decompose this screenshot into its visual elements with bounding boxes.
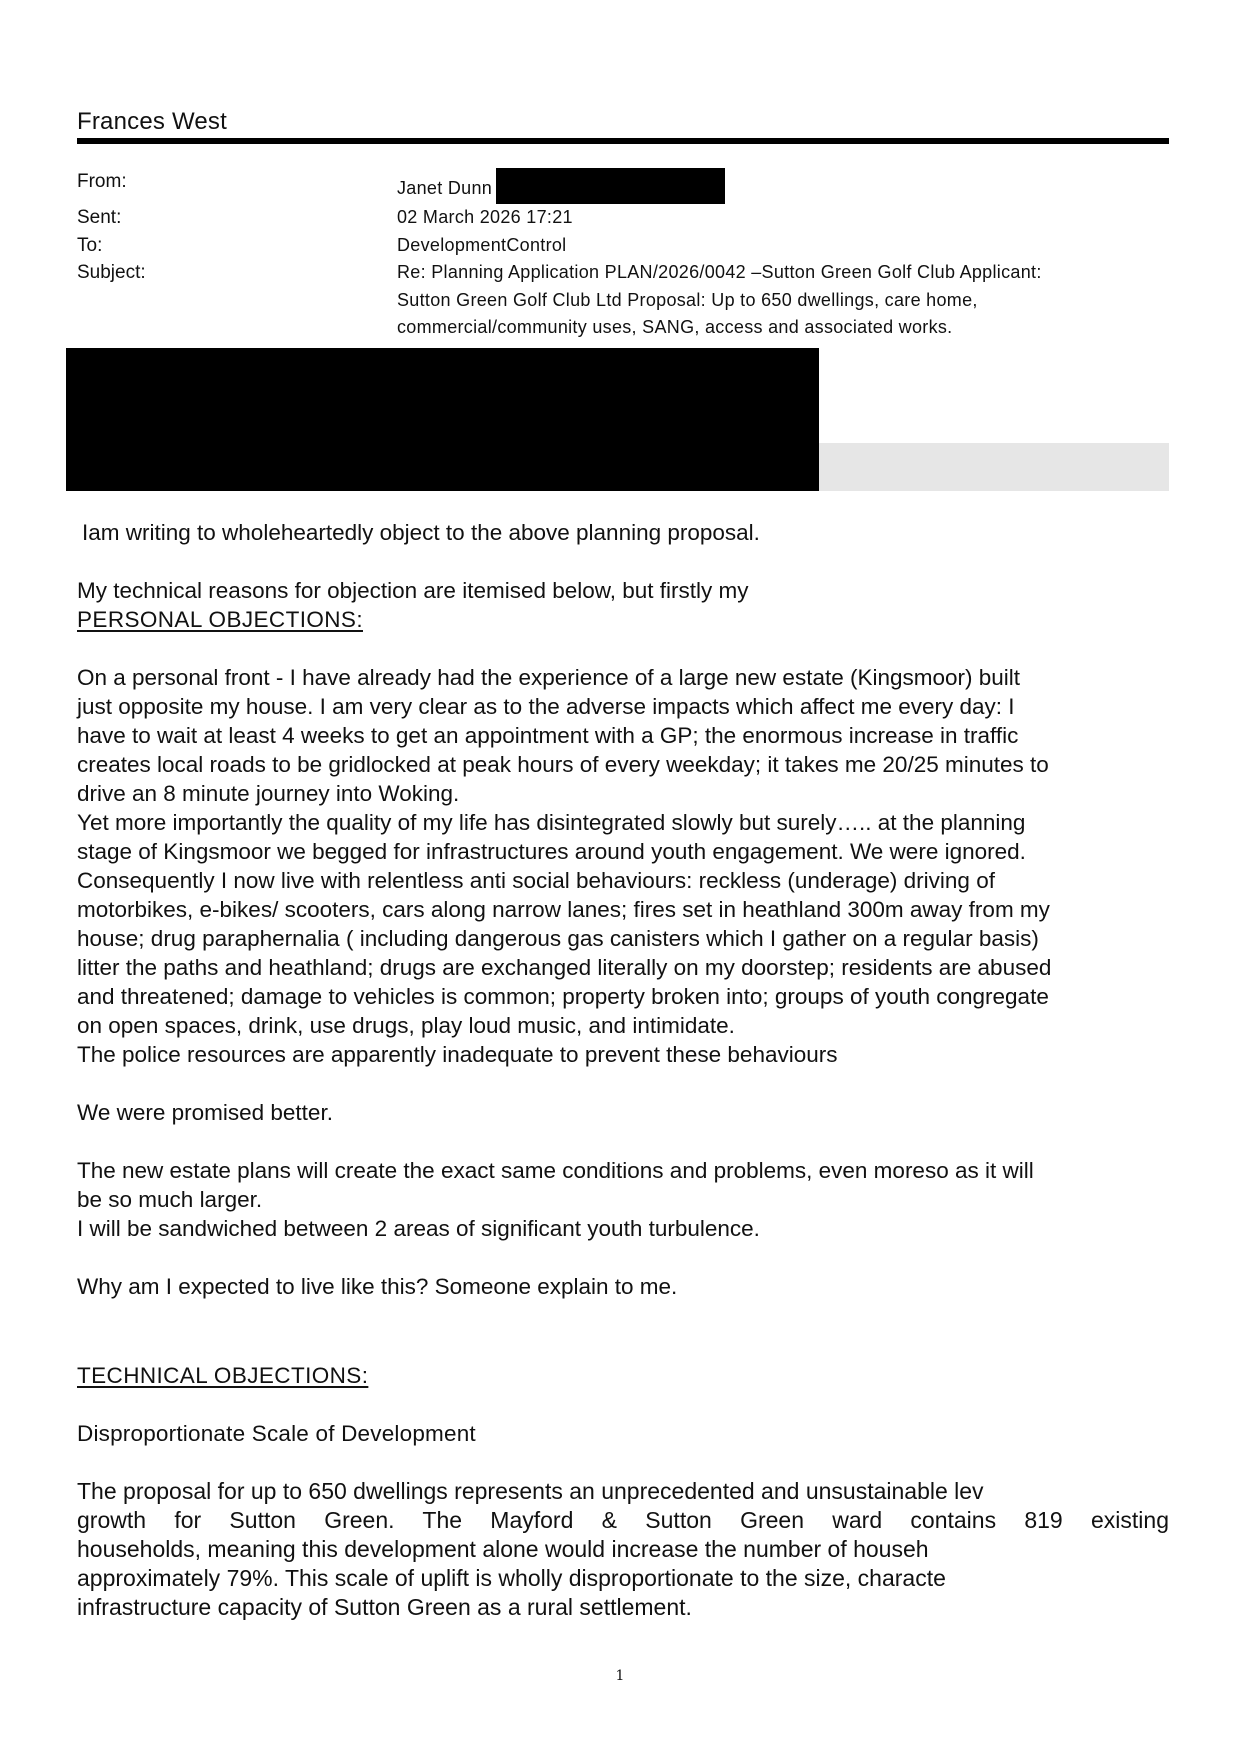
personal-objections-heading: PERSONAL OBJECTIONS: <box>77 607 363 632</box>
personal-objections-paragraph <box>77 663 1169 1069</box>
text-line: litter the paths and heathland; drugs are exchanged literally on my doorstep; residents are abused <box>77 955 1052 980</box>
intro-paragraph: Iam writing to wholeheartedly object to the above planning proposal. <box>82 520 760 545</box>
question-line: Why am I expected to live like this? Someone explain to me. <box>77 1274 678 1299</box>
text-line: The new estate plans will create the exact same conditions and problems, even moreso as it will <box>77 1158 1034 1183</box>
from-label: From: <box>77 171 127 192</box>
text-line: approximately 79%. This scale of uplift is wholly disproportionate to the size, characte <box>77 1565 946 1591</box>
text-line: on open spaces, drink, use drugs, play loud music, and intimidate. <box>77 1013 735 1038</box>
to-row <box>77 232 1177 260</box>
text-line: be so much larger. <box>77 1187 263 1212</box>
subject-value <box>397 259 1177 342</box>
text-line: The police resources are apparently inadequate to prevent these behaviours <box>77 1042 838 1067</box>
text-line: have to wait at least 4 weeks to get an appointment with a GP; the enormous increase in traffic <box>77 723 1019 748</box>
text-line: motorbikes, e-bikes/ scooters, cars along narrow lanes; fires set in heathland 300m away from my <box>77 897 1050 922</box>
to-label: To: <box>77 234 103 256</box>
letter-body <box>77 518 1169 1622</box>
text-line: growth for Sutton Green. The Mayford & Sutton Green ward contains 819 existing <box>77 1507 1169 1533</box>
from-value: Janet Dunn <box>397 178 493 198</box>
text-line: On a personal front - I have already had the experience of a large new estate (Kingsmoor) built <box>77 665 1021 690</box>
scale-paragraph <box>77 1477 1169 1622</box>
text-line: The proposal for up to 650 dwellings represents an unprecedented and unsustainable lev <box>77 1478 984 1504</box>
subject-line: Sutton Green Golf Club Ltd Proposal: Up to 650 dwellings, care home, <box>397 289 978 310</box>
lead-in-line: My technical reasons for objection are itemised below, but firstly my <box>77 578 749 603</box>
text-line: households, meaning this development alone would increase the number of househ <box>77 1536 929 1562</box>
subject-line: commercial/community uses, SANG, access and associated works. <box>397 317 953 337</box>
sent-value: 02 March 2026 17:21 <box>397 207 573 227</box>
text-line: house; drug paraphernalia ( including dangerous gas canisters which I gather on a regular basis) <box>77 926 1039 951</box>
subject-label: Subject: <box>77 262 146 283</box>
text-line: infrastructure capacity of Sutton Green as a rural settlement. <box>77 1594 692 1620</box>
text-line: Yet more importantly the quality of my life has disintegrated slowly but surely….. at the planning <box>77 810 1026 835</box>
text-line: I will be sandwiched between 2 areas of significant youth turbulence. <box>77 1216 760 1241</box>
subject-line: Re: Planning Application PLAN/2026/0042 –Sutton Green Golf Club Applicant: <box>397 262 1042 282</box>
text-line: drive an 8 minute journey into Woking. <box>77 781 460 806</box>
promised-line: We were promised better. <box>77 1100 333 1125</box>
from-value-wrap <box>397 168 1177 204</box>
document-owner-name: Frances West <box>77 108 227 135</box>
redaction-email-address <box>496 168 725 204</box>
sent-label: Sent: <box>77 207 122 228</box>
sent-row <box>77 204 1177 232</box>
email-header <box>77 168 1177 342</box>
grey-band <box>819 443 1169 491</box>
technical-subheading: Disproportionate Scale of Development <box>77 1421 476 1446</box>
text-line: creates local roads to be gridlocked at peak hours of every weekday; it takes me 20/25 minutes to <box>77 752 1049 777</box>
text-line: stage of Kingsmoor we begged for infrastructures around youth engagement. We were ignored. <box>77 839 1026 864</box>
to-value: DevelopmentControl <box>397 234 567 255</box>
text-line: just opposite my house. I am very clear as to the adverse impacts which affect me every day: I <box>77 694 1015 719</box>
technical-objections-heading: TECHNICAL OBJECTIONS: <box>77 1363 369 1388</box>
redaction-block <box>66 348 819 491</box>
from-row <box>77 168 1177 204</box>
header-rule <box>77 138 1169 144</box>
page-number: 1 <box>615 1668 625 1684</box>
text-line: Consequently I now live with relentless anti social behaviours: reckless (underage) driving of <box>77 868 995 893</box>
text-line: and threatened; damage to vehicles is common; property broken into; groups of youth congregate <box>77 984 1049 1009</box>
subject-row <box>77 259 1177 342</box>
new-estate-paragraph <box>77 1156 1169 1243</box>
